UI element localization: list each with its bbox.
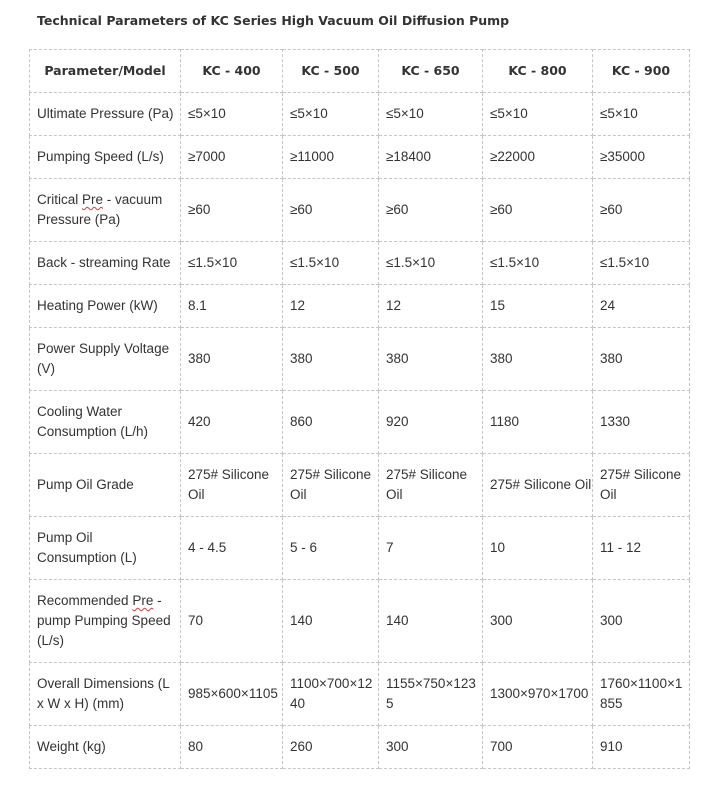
table-cell: 275# Silicone Oil (181, 454, 283, 517)
table-cell: 1155×750×1235 (379, 663, 483, 726)
table-row (30, 726, 690, 769)
row-label-pumping-speed: Pumping Speed (L/s) (30, 136, 181, 179)
table-row (30, 285, 690, 328)
header-model-kc-800: KC - 800 (483, 50, 593, 93)
table-cell: ≤5×10 (283, 93, 379, 136)
table-cell: 275# Silicone Oil (483, 454, 593, 517)
row-label-critical-pre-vacuum-pressure (30, 179, 181, 242)
table-row (30, 663, 690, 726)
table-cell: ≥22000 (483, 136, 593, 179)
table-cell: 4 - 4.5 (181, 517, 283, 580)
table-cell: ≥60 (379, 179, 483, 242)
table-cell: 1300×970×1700 (483, 663, 593, 726)
table-cell: 15 (483, 285, 593, 328)
table-cell: 5 - 6 (283, 517, 379, 580)
table-cell: 300 (593, 580, 690, 663)
table-cell: ≤1.5×10 (283, 242, 379, 285)
table-row (30, 242, 690, 285)
header-model-kc-400: KC - 400 (181, 50, 283, 93)
row-label-back-streaming-rate: Back - streaming Rate (30, 242, 181, 285)
table-cell: ≥60 (283, 179, 379, 242)
table-cell: 910 (593, 726, 690, 769)
spellcheck-underlined-word: Pre (82, 192, 104, 207)
table-cell: 8.1 (181, 285, 283, 328)
table-cell: 1330 (593, 391, 690, 454)
table-cell: 140 (379, 580, 483, 663)
row-label-pump-oil-consumption: Pump Oil Consumption (L) (30, 517, 181, 580)
header-model-kc-500: KC - 500 (283, 50, 379, 93)
table-cell: 80 (181, 726, 283, 769)
table-row (30, 136, 690, 179)
table-cell: ≥60 (483, 179, 593, 242)
table-cell: 300 (379, 726, 483, 769)
row-label-pump-oil-grade: Pump Oil Grade (30, 454, 181, 517)
table-cell: 24 (593, 285, 690, 328)
row-label-heating-power: Heating Power (kW) (30, 285, 181, 328)
table-row (30, 179, 690, 242)
table-cell: 1100×700×1240 (283, 663, 379, 726)
table-cell: 985×600×1105 (181, 663, 283, 726)
table-cell: 380 (181, 328, 283, 391)
row-label-cooling-water-consumption: Cooling Water Consumption (L/h) (30, 391, 181, 454)
table-cell: ≥60 (593, 179, 690, 242)
table-cell: 7 (379, 517, 483, 580)
row-label-overall-dimensions: Overall Dimensions (L x W x H) (mm) (30, 663, 181, 726)
table-cell: 1760×1100×1855 (593, 663, 690, 726)
table-cell: 12 (283, 285, 379, 328)
table-cell: ≤1.5×10 (181, 242, 283, 285)
header-parameter-model: Parameter/Model (30, 50, 181, 93)
table-cell: 10 (483, 517, 593, 580)
table-cell: ≤1.5×10 (593, 242, 690, 285)
table-cell: 700 (483, 726, 593, 769)
table-cell: ≤5×10 (483, 93, 593, 136)
table-cell: 300 (483, 580, 593, 663)
page-title: Technical Parameters of KC Series High Vacuum Oil Diffusion Pump (37, 13, 510, 28)
table-cell: ≤1.5×10 (483, 242, 593, 285)
table-row (30, 517, 690, 580)
table-cell: 420 (181, 391, 283, 454)
table-row (30, 328, 690, 391)
row-label-text: - vacuum Pressure (Pa) (37, 192, 163, 227)
header-model-kc-900: KC - 900 (593, 50, 690, 93)
row-label-ultimate-pressure: Ultimate Pressure (Pa) (30, 93, 181, 136)
table-cell: 380 (283, 328, 379, 391)
row-label-text: - pump Pumping Speed (L/s) (37, 593, 171, 648)
table-cell: ≥35000 (593, 136, 690, 179)
table-cell: ≥18400 (379, 136, 483, 179)
table-cell: 920 (379, 391, 483, 454)
table-cell: 275# Silicone Oil (283, 454, 379, 517)
table-row (30, 454, 690, 517)
table-cell: ≤1.5×10 (379, 242, 483, 285)
row-label-recommended-pre-pump-speed (30, 580, 181, 663)
table-cell: 140 (283, 580, 379, 663)
table-cell: ≥7000 (181, 136, 283, 179)
spec-table (29, 49, 690, 769)
row-label-power-supply-voltage: Power Supply Voltage (V) (30, 328, 181, 391)
table-cell: ≤5×10 (379, 93, 483, 136)
header-model-kc-650: KC - 650 (379, 50, 483, 93)
table-cell: ≥11000 (283, 136, 379, 179)
row-label-text: Recommended (37, 593, 133, 608)
table-row (30, 93, 690, 136)
table-row (30, 580, 690, 663)
row-label-weight: Weight (kg) (30, 726, 181, 769)
table-header-row (30, 50, 690, 93)
table-cell: ≤5×10 (593, 93, 690, 136)
table-cell: 860 (283, 391, 379, 454)
table-cell: 380 (593, 328, 690, 391)
row-label-text: Critical (37, 192, 83, 207)
table-cell: 1180 (483, 391, 593, 454)
table-cell: 70 (181, 580, 283, 663)
table-cell: 275# Silicone Oil (593, 454, 690, 517)
table-cell: 275# Silicone Oil (379, 454, 483, 517)
table-row (30, 391, 690, 454)
table-cell: 11 - 12 (593, 517, 690, 580)
table-cell: 12 (379, 285, 483, 328)
spellcheck-underlined-word: Pre (132, 593, 154, 608)
table-cell: 380 (379, 328, 483, 391)
table-cell: ≤5×10 (181, 93, 283, 136)
table-cell: ≥60 (181, 179, 283, 242)
table-cell: 380 (483, 328, 593, 391)
table-cell: 260 (283, 726, 379, 769)
